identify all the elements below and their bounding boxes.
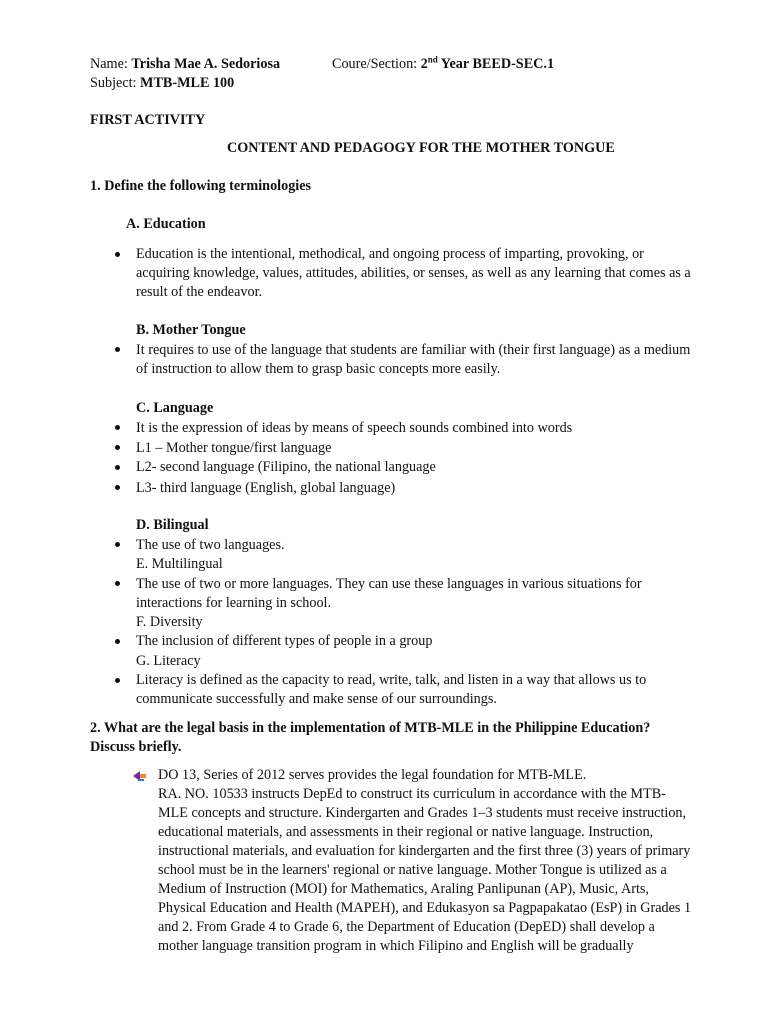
education-def-line-1: Education is the intentional, methodical, and ongoing process of imparting, provoking, or <box>136 246 644 262</box>
diversity-def: The inclusion of different types of people in a group <box>136 633 433 649</box>
mother-tongue-heading: B. Mother Tongue <box>136 322 246 338</box>
section-year-num: 2 <box>420 56 428 72</box>
section-rest: Year BEED-SEC.1 <box>437 56 555 72</box>
subject-value: MTB-MLE 100 <box>140 75 235 91</box>
bullet-dot <box>115 678 120 683</box>
multilingual-def-line-2: interactions for learning in school. <box>136 595 332 611</box>
education-def-line-2: acquiring knowledge, values, attitudes, abilities, or senses, as well as any learning that comes as a <box>136 265 691 281</box>
name-label: Name: <box>90 56 132 72</box>
activity-title: FIRST ACTIVITY <box>90 112 206 128</box>
q2-line: school must be in the learners' regional or native language. Mother Tongue is utilized as a <box>158 862 667 878</box>
education-def-line-3: result of the endeavor. <box>136 284 263 300</box>
bilingual-def: The use of two languages. <box>136 537 285 553</box>
q2-heading-line-2: Discuss briefly. <box>90 739 182 755</box>
name-line <box>90 55 280 74</box>
mother-tongue-def-line-1: It requires to use of the language that students are familiar with (their first language) as a medium <box>136 342 691 358</box>
bullet-dot <box>115 485 120 490</box>
q2-line: instructional materials, and evaluation for kindergarten and the first three (3) years of primary <box>158 843 691 859</box>
bullet-dot <box>115 445 120 450</box>
section-label: Coure/Section: <box>332 56 421 72</box>
bullet-dot <box>115 347 120 352</box>
main-title: CONTENT AND PEDAGOGY FOR THE MOTHER TONGUE <box>227 140 615 156</box>
q2-line: MLE concepts and structure. Kindergarten and Grades 1–3 students must receive instruction, <box>158 805 687 821</box>
mother-tongue-def-line-2: of instruction to allow them to grasp basic concepts more easily. <box>136 361 501 377</box>
q2-line: Physical Education and Health (MAPEH), and Edukasyon sa Pagpapakatao (EsP) in Grades 1 <box>158 900 692 916</box>
multilingual-heading: E. Multilingual <box>136 556 223 572</box>
q2-line: Medium of Instruction (MOI) for Mathematics, Araling Panlipunan (AP), Music, Arts, <box>158 881 649 897</box>
diversity-heading: F. Diversity <box>136 614 203 630</box>
subject-line <box>90 74 234 93</box>
arrow-bullet-icon <box>133 770 147 782</box>
bullet-dot <box>115 425 120 430</box>
section-line <box>332 55 554 74</box>
language-item: L2- second language (Filipino, the national language <box>136 459 436 475</box>
q1-heading: 1. Define the following terminologies <box>90 178 312 194</box>
bilingual-heading: D. Bilingual <box>136 517 209 533</box>
multilingual-def-line-1: The use of two or more languages. They can use these languages in various situations for <box>136 576 642 592</box>
q2-line: RA. NO. 10533 instructs DepEd to construct its curriculum in accordance with the MTB- <box>158 786 666 802</box>
section-year-sup: nd <box>427 54 438 65</box>
subject-label: Subject: <box>90 75 141 91</box>
language-item: It is the expression of ideas by means of speech sounds combined into words <box>136 420 573 436</box>
language-heading: C. Language <box>136 400 214 416</box>
name-value: Trisha Mae A. Sedoriosa <box>131 56 281 72</box>
literacy-def-line-2: communicate successfully and make sense of our surroundings. <box>136 691 497 707</box>
q2-line: and 2. From Grade 4 to Grade 6, the Department of Education (DepED) shall develop a <box>158 919 655 935</box>
education-heading: A. Education <box>126 216 206 232</box>
q2-heading-line-1: 2. What are the legal basis in the implementation of MTB-MLE in the Philippine Education? <box>90 720 651 736</box>
bullet-dot <box>115 581 120 586</box>
bullet-dot <box>115 465 120 470</box>
language-item: L3- third language (English, global language) <box>136 480 396 496</box>
bullet-dot <box>115 639 120 644</box>
q2-line: educational materials, and assessments in their regional or native language. Instruction, <box>158 824 654 840</box>
bullet-dot <box>115 252 120 257</box>
q2-line: mother language transition program in which Filipino and English will be gradually <box>158 938 634 954</box>
bullet-dot <box>115 542 120 547</box>
q2-line: DO 13, Series of 2012 serves provides the legal foundation for MTB-MLE. <box>158 767 587 783</box>
language-item: L1 – Mother tongue/first language <box>136 440 332 456</box>
literacy-heading: G. Literacy <box>136 653 201 669</box>
literacy-def-line-1: Literacy is defined as the capacity to read, write, talk, and listen in a way that allows us to <box>136 672 647 688</box>
